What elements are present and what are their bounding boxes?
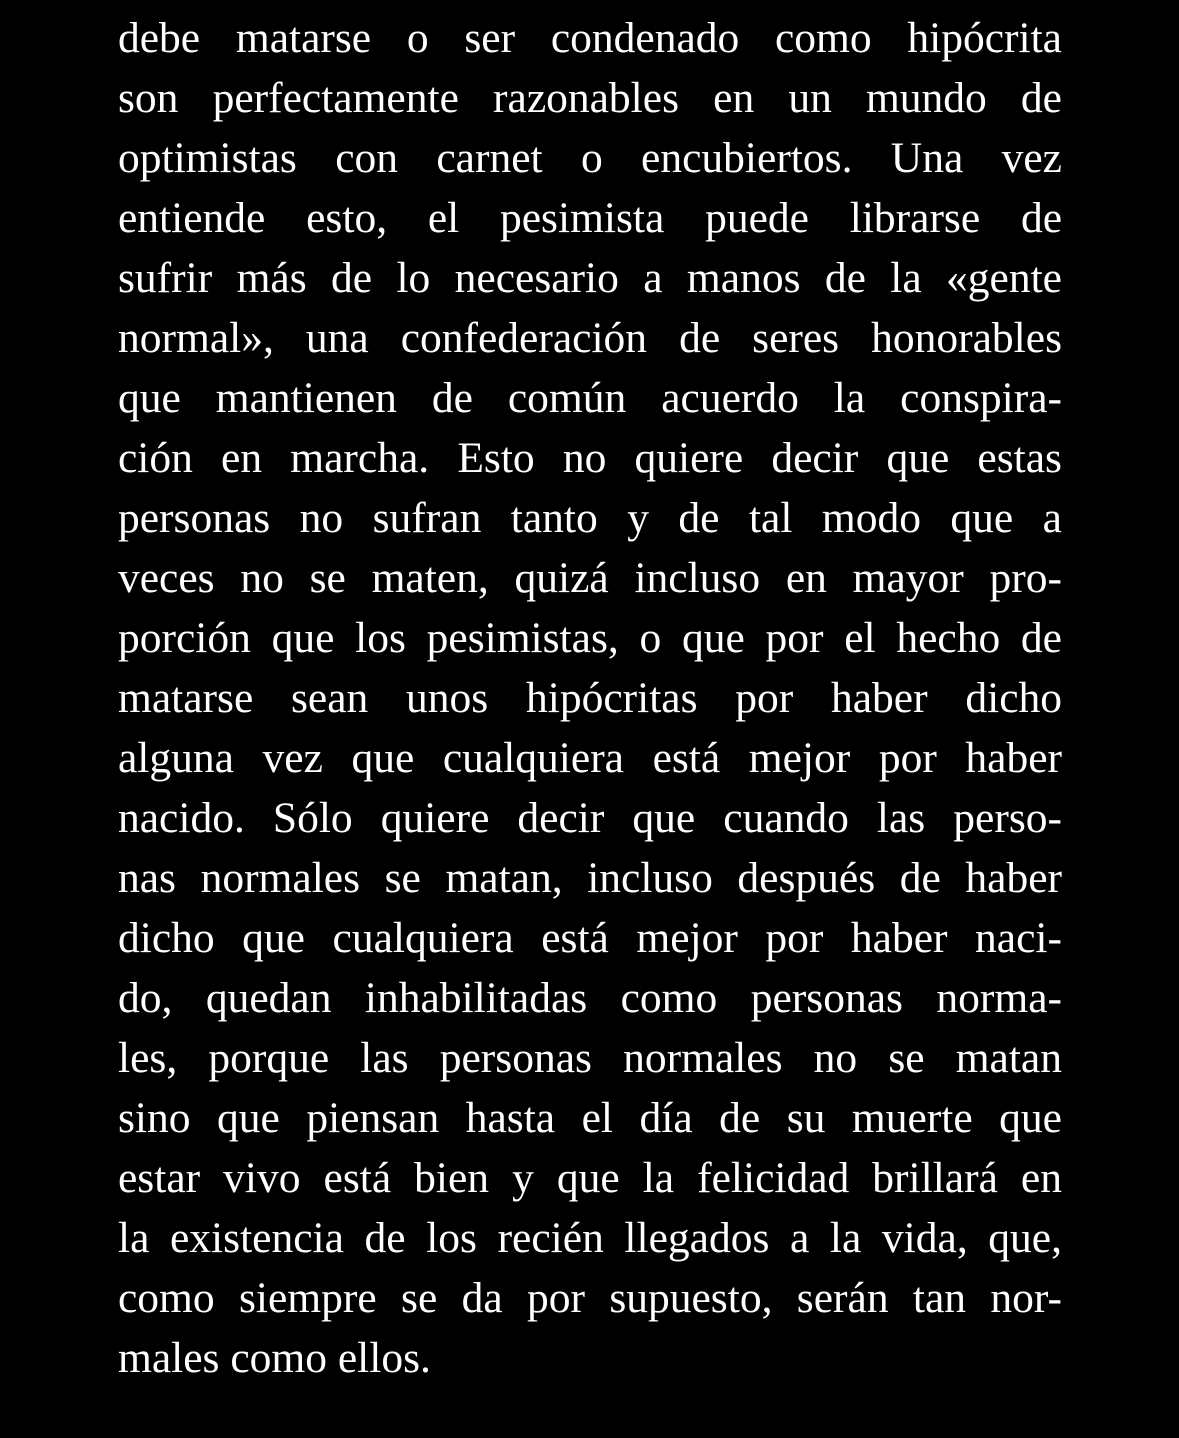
text-line: alguna vez que cualquiera está mejor por haber <box>118 734 1062 782</box>
text-line-last: males como ellos. <box>118 1334 431 1382</box>
text-line: como siempre se da por supuesto, serán tan nor- <box>118 1274 1062 1322</box>
text-line: debe matarse o ser condenado como hipócrita <box>118 14 1062 62</box>
text-line: nacido. Sólo quiere decir que cuando las perso- <box>118 794 1062 842</box>
text-line: la existencia de los recién llegados a la vida, que, <box>118 1214 1062 1262</box>
text-line: normal», una confederación de seres honorables <box>118 314 1062 362</box>
text-line: optimistas con carnet o encubiertos. Una vez <box>118 134 1062 182</box>
text-line: do, quedan inhabilitadas como personas norma- <box>118 974 1062 1022</box>
text-line: matarse sean unos hipócritas por haber dicho <box>118 674 1062 722</box>
text-line: dicho que cualquiera está mejor por haber naci- <box>118 914 1062 962</box>
text-line: ción en marcha. Esto no quiere decir que estas <box>118 434 1062 482</box>
text-line: estar vivo está bien y que la felicidad brillará en <box>118 1154 1062 1202</box>
text-paragraph <box>118 8 1062 1388</box>
text-line: son perfectamente razonables en un mundo de <box>118 74 1062 122</box>
text-line: nas normales se matan, incluso después de haber <box>118 854 1062 902</box>
text-line: entiende esto, el pesimista puede librarse de <box>118 194 1062 242</box>
text-line: que mantienen de común acuerdo la conspira- <box>118 374 1062 422</box>
text-line: personas no sufran tanto y de tal modo que a <box>118 494 1062 542</box>
text-line: porción que los pesimistas, o que por el hecho de <box>118 614 1062 662</box>
text-line: sufrir más de lo necesario a manos de la «gente <box>118 254 1062 302</box>
text-line: veces no se maten, quizá incluso en mayor pro- <box>118 554 1062 602</box>
text-line: les, porque las personas normales no se matan <box>118 1034 1062 1082</box>
text-line: sino que piensan hasta el día de su muerte que <box>118 1094 1062 1142</box>
